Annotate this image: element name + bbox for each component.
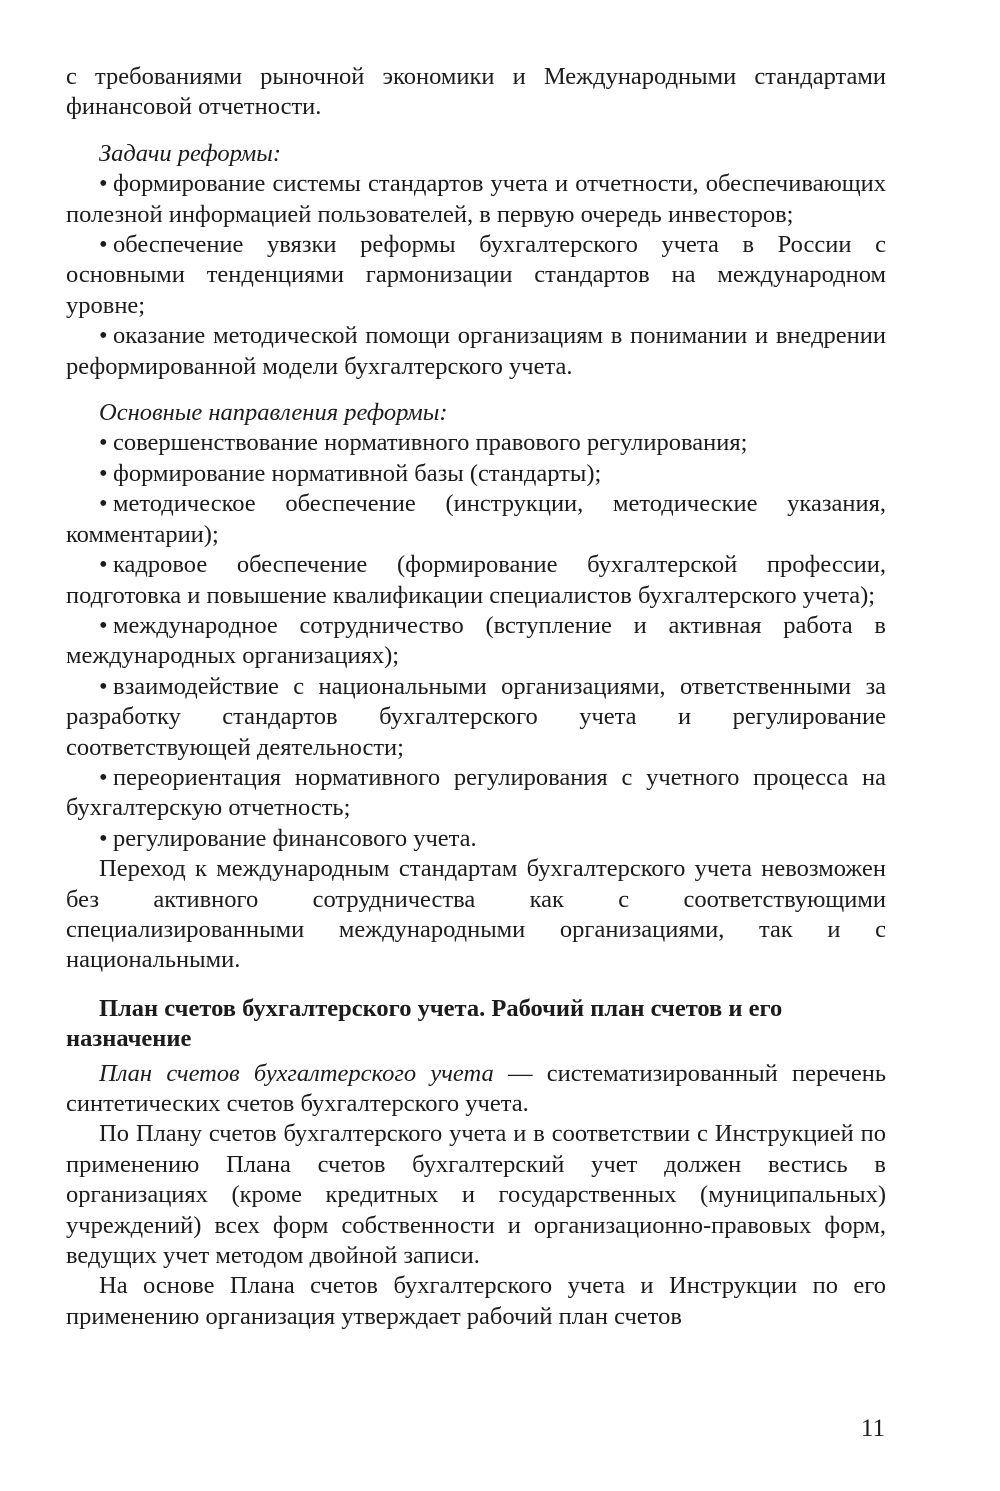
body-paragraph-1: По Плану счетов бухгалтерского учета и в соответствии с Инструкцией по применению Плана счетов бухгалтерский учет должен вестись в организациях (кроме кредитных и государственных (муниципальных) учреждений) всех форм собственности и организационно-правовых форм, ведущих учет методом двойной записи. [66,1120,886,1270]
bullet: • [99,672,108,700]
definition-term: План счетов бухгалтерского учета [99,1059,494,1087]
bullet: • [99,459,108,487]
list-item: • совершенствование нормативного правового регулирования; [66,428,886,458]
page-body [66,62,886,1332]
list-item: • оказание методической помощи организациям в понимании и внедрении реформированной модели бухгалтерского учета. [66,322,886,380]
list-item: • обеспечение увязки реформы бухгалтерского учета в России с основными тенденциями гармонизации стандартов на международном уровне; [66,231,886,319]
intro-continuation: с требованиями рыночной экономики и Международными стандартами финансовой отчетности. [66,63,886,121]
bullet: • [99,170,108,198]
list-item: • формирование системы стандартов учета и отчетности, обеспечивающих полезной информацией пользователей, в первую очередь инвесторов; [66,170,886,228]
bullet: • [99,763,108,791]
directions-heading: Основные направления реформы: [99,399,448,427]
bullet: • [99,322,108,350]
definition-paragraph [66,1059,886,1120]
section-title: План счетов бухгалтерского учета. Рабочий план счетов и его назначение [66,994,783,1053]
page-number: 11 [860,1415,885,1442]
tasks-heading: Задачи реформы: [99,139,282,167]
bullet: • [99,429,108,457]
list-item: • регулирование финансового учета. [66,824,886,854]
tasks-list [66,169,886,382]
bullet: • [99,490,108,518]
bullet: • [99,824,108,852]
bullet: • [99,551,108,579]
directions-list [66,428,886,854]
bullet: • [99,611,108,639]
body-paragraph-2: На основе Плана счетов бухгалтерского учета и Инструкции по его применению организация утверждает рабочий план счетов [66,1272,886,1330]
list-item: • формирование нормативной базы (стандарты); [66,459,886,489]
list-item: • переориентация нормативного регулирования с учетного процесса на бухгалтерскую отчетность; [66,763,886,822]
bullet: • [99,231,108,259]
list-item: • методическое обеспечение (инструкции, методические указания, комментарии); [66,490,886,548]
list-item: • кадровое обеспечение (формирование бухгалтерской профессии, подготовка и повышение квалификации специалистов бухгалтерского учета); [66,551,886,609]
list-item: • международное сотрудничество (вступление и активная работа в международных организациях); [66,611,886,670]
transition-paragraph: Переход к международным стандартам бухгалтерского учета невозможен без активного сотрудничества как с соответствующими специализированными международными организациями, так и с национальными. [66,855,886,974]
definition-text: — систематизированный перечень синтетических счетов бухгалтерского учета. [66,1059,886,1117]
list-item: • взаимодействие с национальными организациями, ответственными за разработку стандартов бухгалтерского учета и регулирование соответствующей деятельности; [66,672,886,761]
